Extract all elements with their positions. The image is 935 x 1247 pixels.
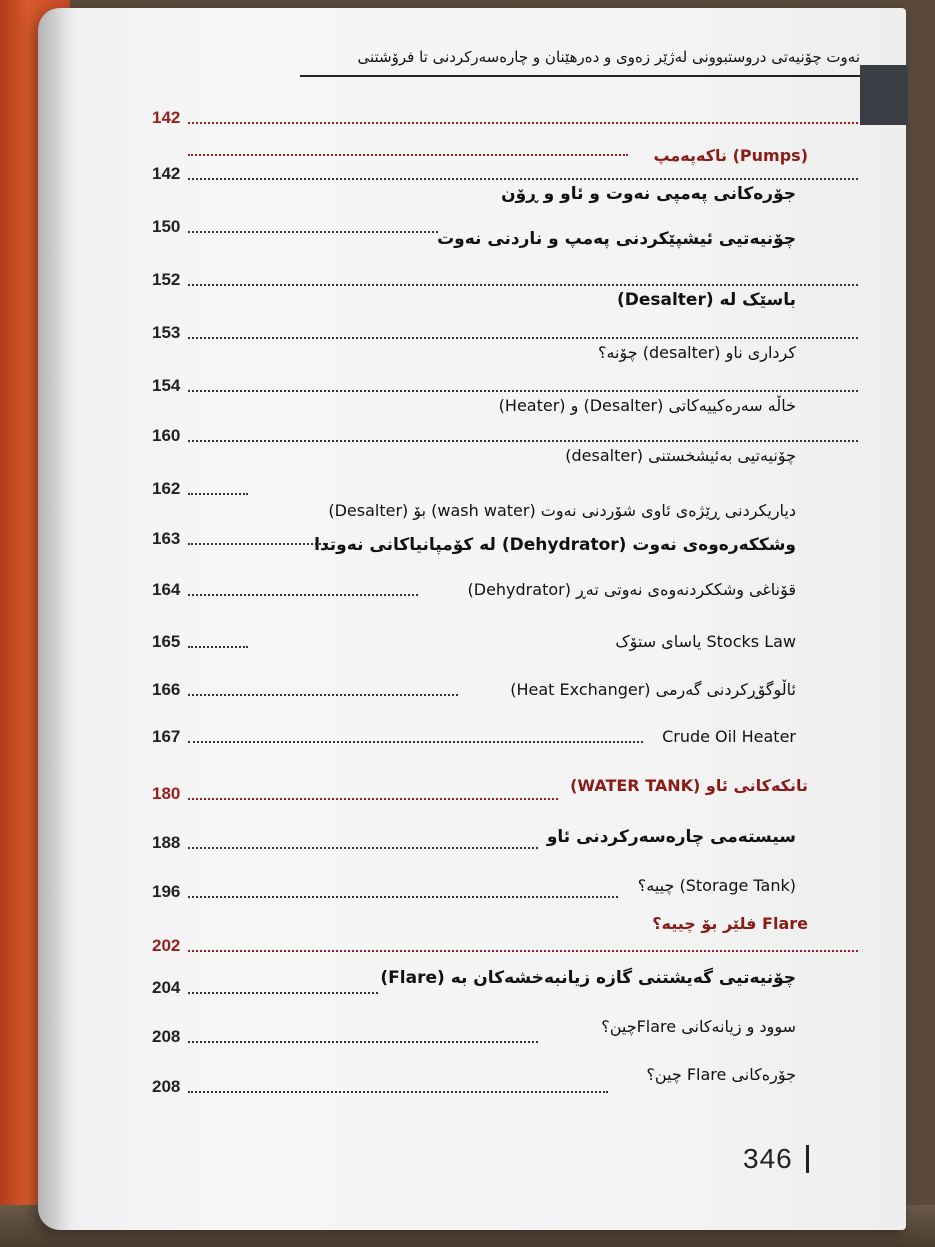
toc-page-number: 163 xyxy=(152,529,181,548)
toc-leader xyxy=(188,440,858,442)
toc-page-number: 164 xyxy=(152,580,181,599)
toc-page-number: 208 xyxy=(152,1077,181,1096)
toc-page-number: 188 xyxy=(152,833,181,852)
toc-title: (Storage Tank) چییە؟ xyxy=(637,876,796,895)
toc-entry xyxy=(38,576,906,628)
toc-leader xyxy=(188,646,248,648)
toc-title: باسێک لە (Desalter) xyxy=(616,290,796,310)
toc-title: جۆرەکانی پەمپی نەوت و ئاو و ڕۆن xyxy=(501,184,796,204)
toc-page-number: 154 xyxy=(152,376,181,395)
toc-entry xyxy=(38,525,906,577)
toc-leader xyxy=(188,694,458,696)
toc-page-number: 142 xyxy=(152,164,181,183)
toc-title: Flare فلێر بۆ چییە؟ xyxy=(652,914,808,933)
toc-title: دیاریکردنی ڕێژەی ئاوی شۆردنی نەوت (wash water) بۆ (Desalter) xyxy=(328,501,796,520)
toc-page-number: 153 xyxy=(152,323,181,342)
toc-title: سیستەمی چارەسەرکردنی ئاو xyxy=(546,827,796,847)
toc-title: ئاڵوگۆڕکردنی گەرمی (Heat Exchanger) xyxy=(510,680,796,699)
toc-title: سوود و زیانەکانی Flareچین؟ xyxy=(601,1017,796,1036)
toc-page-number: 160 xyxy=(152,426,181,445)
toc-leader xyxy=(188,1091,608,1093)
toc-page-number: 202 xyxy=(152,936,181,955)
toc-page-number: 162 xyxy=(152,479,181,498)
toc-page-number: 165 xyxy=(152,632,181,651)
toc-leader xyxy=(188,543,328,545)
page-number-rule xyxy=(806,1145,809,1173)
toc-leader xyxy=(188,154,628,156)
toc-title: (Pumps) ناکەپەمپ xyxy=(653,146,808,165)
toc-title: چۆنیەتیی بەئیشخستنی (desalter) xyxy=(565,446,796,465)
toc-leader xyxy=(188,896,618,898)
toc-entry xyxy=(38,160,906,212)
toc-title: چۆنیەتیی گەیشتنی گازە زیانبەخشەکان بە (Flare) xyxy=(380,968,796,988)
toc-title: چۆنیەتیی ئیشپێکردنی پەمپ و ناردنی نەوت xyxy=(437,229,796,249)
toc-leader xyxy=(188,992,378,994)
toc-entry xyxy=(38,475,906,527)
toc-entry xyxy=(38,372,906,424)
toc-entry xyxy=(38,723,906,775)
toc-leader xyxy=(188,122,858,124)
toc-page-number: 180 xyxy=(152,784,181,803)
toc-title: Crude Oil Heater xyxy=(662,727,796,746)
toc-title: کرداری ناو (desalter) چۆنە؟ xyxy=(597,343,796,362)
toc-entry xyxy=(38,776,906,832)
toc-page-number: 152 xyxy=(152,270,181,289)
page-number: 346 xyxy=(743,1143,793,1174)
toc-leader xyxy=(188,178,858,180)
toc-page-number: 142 xyxy=(152,108,181,127)
toc-leader xyxy=(188,847,538,849)
toc-page-number: 208 xyxy=(152,1027,181,1046)
toc-entry xyxy=(38,628,906,680)
toc-leader xyxy=(188,493,248,495)
toc-title: تانکەکانی ئاو (WATER TANK) xyxy=(570,776,808,795)
header-rule xyxy=(300,75,860,77)
toc-entry xyxy=(38,1065,906,1125)
toc-title: Stocks Law یاسای ستۆک xyxy=(615,632,796,651)
book-page xyxy=(38,8,906,1230)
toc-title: قۆناغی وشککردنەوەی نەوتی تەڕ (Dehydrator) xyxy=(467,580,796,599)
toc-entry xyxy=(38,213,906,265)
toc-leader xyxy=(188,231,438,233)
toc-page-number: 204 xyxy=(152,978,181,997)
toc-leader xyxy=(188,950,858,952)
toc-leader xyxy=(188,1041,538,1043)
toc-entry xyxy=(38,266,906,318)
toc-leader xyxy=(188,337,858,339)
toc-entry xyxy=(38,676,906,728)
toc-entry xyxy=(38,319,906,371)
toc-entry xyxy=(38,829,906,881)
toc-title: خاڵە سەرەکییەکاتی (Desalter) و (Heater) xyxy=(498,396,796,415)
toc-leader xyxy=(188,798,558,800)
toc-page-number: 166 xyxy=(152,680,181,699)
running-header: نەوت چۆنیەتی دروستبوونی لەژێر زەوی و دەرهێنان و چارەسەرکردنی تا فرۆشتنی xyxy=(357,48,860,66)
toc-leader xyxy=(188,284,858,286)
toc-leader xyxy=(188,594,418,596)
toc-leader xyxy=(188,390,858,392)
toc-title: جۆرەکانی Flare چین؟ xyxy=(646,1065,796,1084)
toc-page-number: 150 xyxy=(152,217,181,236)
toc-page-number: 167 xyxy=(152,727,181,746)
toc-page-number: 196 xyxy=(152,882,181,901)
toc-entry xyxy=(38,422,906,474)
toc-title: وشککەرەوەی نەوت (Dehydrator) لە کۆمپانیاکانی نەوتدا xyxy=(314,535,796,555)
toc-leader xyxy=(188,741,643,743)
